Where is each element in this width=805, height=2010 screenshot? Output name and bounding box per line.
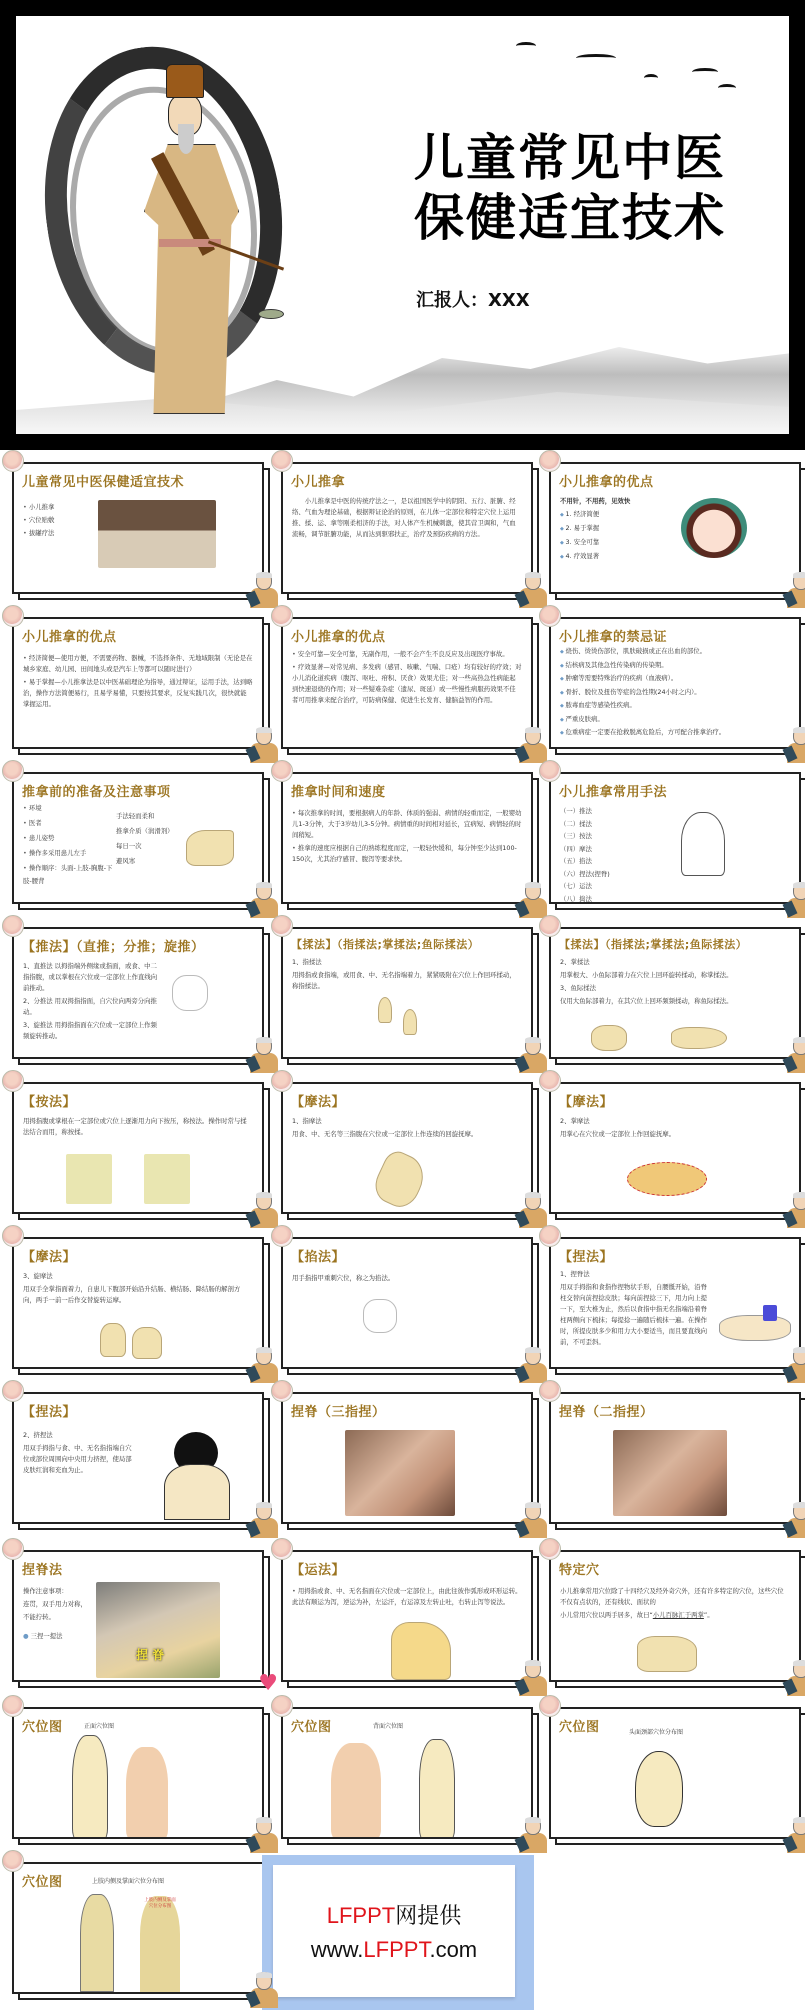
boy-front-acupoint-chart xyxy=(72,1735,108,1839)
list-item: ◆ 危重病症一定要在抢救脱离危险后，方可配合推拿治疗。 xyxy=(560,727,790,739)
palm-knead-illustration xyxy=(591,1025,627,1051)
list-item: ◆ 严重皮肤病。 xyxy=(560,714,790,726)
bullet-item: • 疗效显著—对常见病、多发病（感冒、咳嗽、气喘、口疮）均有较好的疗效；对小儿消化道疾病（腹泻、呕吐、疳积、厌食）效果尤佳；对一些高热急性病能起到快速退烧的作用；对一些疑难杂症（遗尿、斑延）或一些慢性病服药效果不佳者可用推拿来配合治疗，可防病保健、促进生长发育、健脑益智的作用。 xyxy=(292,662,522,706)
bullet-item: • 易于掌握—小儿推拿法是以中医基础理论为指导，通过辩证，运用手法，达到略治，操作方法简便易行，且易学易懂，只要按其要求，反复实践几次，很快就能掌握运用。 xyxy=(23,677,253,710)
three-finger-pinch-photo xyxy=(345,1430,455,1516)
child-back-illustration xyxy=(164,1464,230,1520)
bullet-item: • 每次推拿的时间，要根据病人的年龄、体质的强弱、病情的轻重而定，一般婴幼儿1-3分钟，大于3岁幼儿3-5分钟。病情重的时间相对延长，宜病短、病情轻的时间稍短。 xyxy=(292,808,522,841)
slide-title: 穴位图 xyxy=(291,1720,332,1735)
baby-icon xyxy=(539,1695,561,1717)
method-paragraph: 小儿推拿常用穴位除了十四经穴及经外奇穴外，还有许多特定的穴位，这些穴位不仅有点状的，还有线状、面状的 xyxy=(560,1587,784,1606)
sage-icon xyxy=(785,727,805,763)
hands-illustration xyxy=(763,1305,777,1321)
arm-acupoint-labeled-chart xyxy=(140,1896,180,1992)
dot-item: ● 三捏一提法 xyxy=(23,1632,63,1640)
slide-rub-2[interactable] xyxy=(549,1082,801,1214)
heart-icon: ♥ xyxy=(258,1671,278,1696)
provider-banner xyxy=(262,1855,534,2010)
ancient-doctor-illustration xyxy=(126,64,256,434)
technique-item: （八）捣法 xyxy=(560,894,592,903)
bullet-item: • 经济简便—使用方便，不需要药物、器械，不选择条件、无地域限制（无论是在城乡家庭、幼儿园、田间地头或是汽车上等都可以随时进行） xyxy=(23,653,253,675)
sage-icon xyxy=(248,1192,278,1228)
slide-title: 捏脊（二指捏） xyxy=(559,1405,654,1420)
bullet-item: • 环境 xyxy=(23,802,113,815)
hand-illustration xyxy=(637,1636,697,1672)
note-item: 每日一次 xyxy=(116,842,142,850)
slide-title: 推拿时间和速度 xyxy=(291,785,386,800)
sage-icon xyxy=(517,572,547,608)
method-paragraph: 1、直推法 以拇指端外侧缘或指面，或食、中二指指腹，或以掌根在穴位或一定部位上作直线向前推动。 xyxy=(23,962,158,992)
bullet-item: • 安全可靠—安全可靠，无副作用，一般不会产生不良反应及出现医疗事故。 xyxy=(292,649,522,660)
quote-link[interactable]: 小儿百脉汇于两掌 xyxy=(652,1611,704,1619)
hand-illustration xyxy=(186,830,234,866)
sage-icon xyxy=(248,727,278,763)
method-subtitle: 1、指摩法 xyxy=(292,1117,322,1125)
method-subtitle: 1、指揉法 xyxy=(292,958,322,966)
slide-preparation[interactable] xyxy=(12,772,264,904)
inset-label: 上肢内侧及掌面 xyxy=(144,1898,176,1903)
slide-title: 小儿推拿常用手法 xyxy=(559,785,668,800)
list-item: ◆ 骨折、脱位及扭伤等症的急性期(24小时之内）。 xyxy=(560,687,790,699)
baby-icon xyxy=(539,1380,561,1402)
slide-title: 【摩法】 xyxy=(559,1095,614,1110)
sage-icon xyxy=(785,1502,805,1538)
baby-icon xyxy=(539,760,561,782)
list-item: ◆ 2. 易于掌握 xyxy=(560,523,790,535)
sage-icon xyxy=(517,1192,547,1228)
slide-rub-1[interactable] xyxy=(281,1082,533,1214)
baby-icon xyxy=(539,605,561,627)
slide-push-method[interactable] xyxy=(12,927,264,1059)
sage-icon xyxy=(785,1817,805,1853)
baby-icon xyxy=(271,1538,293,1560)
list-item: ◆ 3. 安全可靠 xyxy=(560,537,790,549)
bird-icon xyxy=(692,68,718,76)
sage-icon xyxy=(248,1502,278,1538)
cover-title xyxy=(414,128,726,248)
note-line: 连贯，双手用力对称， xyxy=(23,1600,87,1608)
thenar-knead-illustration xyxy=(671,1027,727,1049)
nail-press-lineart xyxy=(363,1299,397,1333)
cover-title-line2: 保健适宜技术 xyxy=(414,189,726,247)
sage-icon xyxy=(517,727,547,763)
method-paragraph: 3、旋推法 用拇指指面在穴位或一定部位上作频频旋转推动。 xyxy=(23,1021,157,1040)
note-line: 操作注意事项： xyxy=(23,1587,68,1595)
slide-title: 推拿前的准备及注意事项 xyxy=(22,785,171,800)
baby-icon xyxy=(2,1850,24,1872)
girl-front-acupoint-chart xyxy=(126,1747,168,1839)
provider-card xyxy=(273,1865,515,1997)
baby-icon xyxy=(2,450,24,472)
provider-url[interactable]: www.LFPPT.com xyxy=(310,1937,478,1962)
bullet-item: • 推拿的速度应根据自己的熟练程度而定，一般轻快缓和，每分钟至少达到100-150次，尤其治疗感冒、腹泻等要求快。 xyxy=(292,843,522,865)
baby-icon xyxy=(271,760,293,782)
slide-press-method[interactable] xyxy=(12,1082,264,1214)
slide-overview[interactable] xyxy=(12,462,264,594)
head-acupoint-chart xyxy=(635,1751,683,1827)
chart-caption: 上肢内侧及掌面穴位分布图 xyxy=(92,1878,165,1885)
method-paragraph: 用食、中、无名等三指腹在穴位或一定部位上作连续的回旋抚摩。 xyxy=(292,1130,478,1138)
slide-squeeze[interactable] xyxy=(12,1392,264,1524)
sage-icon xyxy=(248,1037,278,1073)
bird-icon xyxy=(516,42,536,50)
bird-icon xyxy=(576,54,616,62)
slide-title: 捏脊法 xyxy=(22,1563,63,1578)
method-paragraph: 用双手全掌指面着力，自患儿下腹部开始沿升结肠、横结肠、降结肠的解剖方向，两手一前一后作交替旋转运摩。 xyxy=(23,1285,241,1304)
technique-item: （七）运法 xyxy=(560,882,592,890)
sage-icon xyxy=(785,882,805,918)
slide-transport-method[interactable] xyxy=(281,1550,533,1682)
bullet-item: • 穴位贴敷 xyxy=(23,515,253,526)
technique-item: （四）摩法 xyxy=(560,844,592,853)
right-hand-illustration xyxy=(132,1327,162,1359)
list-item: ◆ 脓毒血症等感染性疾病。 xyxy=(560,700,790,712)
slide-spine-two-finger[interactable] xyxy=(549,1392,801,1524)
sage-icon xyxy=(517,1037,547,1073)
slide-title: 【掐法】 xyxy=(291,1250,346,1265)
note-item: 手法轻而柔和 xyxy=(116,812,155,820)
slide-title: 小儿推拿 xyxy=(291,475,346,490)
sage-icon xyxy=(517,882,547,918)
finger-illustration xyxy=(403,1009,417,1035)
slide-advantages-list[interactable] xyxy=(549,462,801,594)
sage-icon xyxy=(517,1660,547,1696)
quote-line: 小儿常用穴位以两手居多，故曰“小儿百脉汇于两掌”。 xyxy=(560,1611,714,1619)
bird-icon xyxy=(718,84,736,92)
slide-time-speed[interactable] xyxy=(281,772,533,904)
note-item: 推拿介质（润滑剂） xyxy=(116,827,174,835)
slide-rub-3[interactable] xyxy=(12,1237,264,1369)
baby-icon xyxy=(539,1538,561,1560)
slide-pinch-nail[interactable] xyxy=(281,1237,533,1369)
palm-rub-illustration xyxy=(627,1162,707,1196)
child-lying-illustration xyxy=(719,1315,791,1341)
slide-spine-three-finger[interactable] xyxy=(281,1392,533,1524)
baby-icon xyxy=(539,450,561,472)
slide-pinch-spine[interactable] xyxy=(549,1237,801,1369)
slide-special-points[interactable] xyxy=(549,1550,801,1682)
baby-icon xyxy=(2,605,24,627)
boy-back-acupoint-chart xyxy=(419,1739,455,1839)
slide-spine-pinch-method[interactable] xyxy=(12,1550,278,1696)
sage-icon xyxy=(785,1347,805,1383)
method-paragraph: 用掌心在穴位或一定部位上作回旋抚摩。 xyxy=(560,1130,676,1138)
slide-title: 小儿推拿的优点 xyxy=(22,630,117,645)
baby-icon xyxy=(2,1225,24,1247)
method-paragraph: 用拇指或食指端，或用食、中、无名指端着力，紧紧吸附在穴位上作回环揉动，称指揉法。 xyxy=(292,971,516,990)
bullet-item: • 医者 xyxy=(23,817,113,830)
sage-icon xyxy=(785,1192,805,1228)
note-line: 不能拧转。 xyxy=(23,1613,55,1621)
finger-rub-illustration xyxy=(369,1147,431,1213)
bullet-item: • 操作多采用患儿左手 xyxy=(23,847,113,860)
finger-illustration xyxy=(378,997,392,1023)
baby-icon xyxy=(2,1070,24,1092)
method-subtitle: 3、旋摩法 xyxy=(23,1272,53,1280)
method-paragraph: 用掌根大、小鱼际部着力在穴位上回环旋转揉动，称掌揉法。 xyxy=(560,971,733,979)
chart-caption: 正面穴位图 xyxy=(84,1723,115,1730)
slide-title: 【按法】 xyxy=(22,1095,77,1110)
sage-icon xyxy=(248,882,278,918)
two-finger-pinch-photo xyxy=(613,1430,727,1516)
massage-scene-image xyxy=(98,500,216,568)
slide-common-techniques[interactable] xyxy=(549,772,801,904)
method-paragraph: 用双手拇指与食、中、无名指指端自穴位或部位周围向中央用力挤捏，使局部皮肤红润和充血为止。 xyxy=(23,1444,132,1474)
slide-contraindications[interactable] xyxy=(549,617,801,749)
girl-back-acupoint-chart xyxy=(331,1743,381,1839)
slide-title: 穴位图 xyxy=(22,1720,63,1735)
baby-icon xyxy=(271,915,293,937)
reporter-label: 汇报人：XXX xyxy=(416,290,530,311)
sage-icon xyxy=(248,1347,278,1383)
method-paragraph: 用双手拇指和食指作捏物状手形，自腰骶开始，沿脊柱交替向前捏捻皮肤；每向前捏捻三下，用力向上提一下，至大椎为止，然后以食指中指无名指端沿着脊柱两侧向下梳抹；每提捻一遍随后梳抹一遍。在操作时，所提皮肤多少和用力大小要适当，而且要直线向前，不可歪斜。 xyxy=(560,1283,707,1346)
cover-canvas xyxy=(16,16,789,434)
method-subtitle: 2、挤捏法 xyxy=(23,1431,53,1439)
bullet-item: • 患儿姿势 xyxy=(23,832,113,845)
list-item: ◆ 烧伤、烫烫伤部位，肌肤破损或正在出血的部位。 xyxy=(560,646,790,658)
bullet-item: • 操作顺序：头面-上肢-胸腹-下肢-腰背 xyxy=(23,862,113,888)
bullet-item: • 拔罐疗法 xyxy=(23,528,253,539)
push-method-lineart xyxy=(172,975,208,1011)
baby-icon xyxy=(271,1070,293,1092)
slide-advantages-1[interactable] xyxy=(12,617,264,749)
slide-title: 小儿推拿的禁忌证 xyxy=(559,630,668,645)
slide-title: 【摩法】 xyxy=(291,1095,346,1110)
baby-icon xyxy=(2,760,24,782)
slide-title: 【运法】 xyxy=(291,1563,346,1578)
slide-kneading-1[interactable] xyxy=(281,927,533,1059)
slide-title: 特定穴 xyxy=(559,1563,600,1578)
method-subtitle: 3、鱼际揉法 xyxy=(560,984,597,992)
slide-advantages-2[interactable] xyxy=(281,617,533,749)
slide-title: 【捏法】 xyxy=(559,1250,614,1265)
technique-item: （六）捏法(捏脊) xyxy=(560,869,610,878)
neck-massage-lineart xyxy=(681,812,725,876)
bullet-item: • 用拇指或食、中、无名指面在穴位或一定部位上，由此往彼作弧形或环形运转。此法有顺运为泻，逆运为补，左运汗，右运凉及左转止吐，右转止泻等说法。 xyxy=(292,1586,522,1608)
slide-title: 小儿推拿的优点 xyxy=(291,630,386,645)
photo-caption: 捏 脊 xyxy=(136,1648,165,1662)
technique-item: （五）掐法 xyxy=(560,857,592,865)
sage-icon xyxy=(517,1817,547,1853)
baby-icon xyxy=(271,1225,293,1247)
baby-icon xyxy=(2,1538,24,1560)
slide-title: 【推法】（直推；分推；旋推） xyxy=(22,940,205,955)
slide-paragraph: 小儿推拿是中医的传统疗法之一，是以祖国医学中的阴阳、五行、脏腑、经络、气血为理论基础，根据辩证论治的原则，在儿体一定部位和特定穴位上运用推、揉、运、拿等刚柔相济的手法，对人体产生机械刺激，使其营卫调和，气血流畅，调节脏腑功能，从而达到驱邪扶正，治疗及预防疾病的方法。 xyxy=(292,497,516,538)
bird-icon xyxy=(644,74,658,82)
method-paragraph: 用手指指甲重刺穴位，称之为掐法。 xyxy=(292,1274,395,1282)
slide-title: 穴位图 xyxy=(22,1875,63,1890)
baby-icon xyxy=(2,1380,24,1402)
slide-title: 捏脊（三指捏） xyxy=(291,1405,386,1420)
slide-lead-text: 不用针，不用药，见效快 xyxy=(560,497,631,505)
bullet-item: • 小儿推拿 xyxy=(23,502,253,513)
slide-title: 小儿推拿的优点 xyxy=(559,475,654,490)
baby-icon xyxy=(539,1225,561,1247)
baby-icon xyxy=(271,605,293,627)
sage-icon xyxy=(785,1660,805,1696)
slide-acupoint-arm[interactable] xyxy=(12,1862,264,1994)
baby-icon xyxy=(539,915,561,937)
slide-title: 【揉法】（指揉法;掌揉法;鱼际揉法） xyxy=(559,938,748,951)
method-paragraph: 2、分推法 用双拇指指面，自穴位向两旁分向推动。 xyxy=(23,997,157,1016)
baby-icon xyxy=(271,1380,293,1402)
method-subtitle: 2、掌揉法 xyxy=(560,958,590,966)
cover-slide xyxy=(0,0,805,450)
slide-acupoint-head[interactable] xyxy=(549,1707,801,1839)
palm-press-illustration xyxy=(144,1154,190,1204)
slide-title: 【捏法】 xyxy=(22,1405,77,1420)
method-subtitle: 1、捏脊法 xyxy=(560,1270,590,1278)
cover-title-line1: 儿童常见中医 xyxy=(414,129,726,187)
technique-item: （三）按法 xyxy=(560,832,592,840)
baby-icon xyxy=(2,915,24,937)
baby-icon xyxy=(271,450,293,472)
sage-icon xyxy=(248,1817,278,1853)
method-paragraph: 用拇指腹或掌根在一定部位或穴位上逐渐用力向下按压，称按法。操作时常与揉法结合而用，称按揉。 xyxy=(23,1117,247,1136)
chart-caption: 背面穴位图 xyxy=(373,1723,404,1730)
slide-title: 穴位图 xyxy=(559,1720,600,1735)
list-item: ◆ 结核病及其他急性传染病的传染期。 xyxy=(560,660,790,672)
sage-icon xyxy=(248,1972,278,2008)
method-paragraph: 仅用大鱼际部着力，在其穴位上回环频频揉动，称鱼际揉法。 xyxy=(560,997,733,1005)
slide-acupoint-back[interactable] xyxy=(281,1707,533,1839)
thumb-transport-illustration xyxy=(391,1622,451,1680)
baby-icon xyxy=(271,1695,293,1717)
sage-icon xyxy=(517,1347,547,1383)
list-item: ◆ 肿瘤等需要特殊治疗的疾病（血液病）。 xyxy=(560,673,790,685)
slide-title: 【摩法】 xyxy=(22,1250,77,1265)
spine-pinch-photo xyxy=(96,1582,220,1678)
slide-kneading-2[interactable] xyxy=(549,927,801,1059)
left-hand-illustration xyxy=(100,1323,126,1357)
slide-title: 儿童常见中医保健适宜技术 xyxy=(22,475,185,490)
provider-line1: LFPPT网提供 xyxy=(326,1903,462,1928)
list-item: ◆ 1. 经济简便 xyxy=(560,509,790,521)
sage-icon xyxy=(785,572,805,608)
slide-acupoint-front[interactable] xyxy=(12,1707,264,1839)
list-item: ◆ 4. 疗效显著 xyxy=(560,551,790,563)
technique-item: （一）推法 xyxy=(560,807,592,815)
chart-caption: 头面颈部穴位分布图 xyxy=(629,1729,684,1736)
baby-face-image xyxy=(681,498,747,558)
sage-icon xyxy=(517,1502,547,1538)
slide-title: 【揉法】（指揉法;掌揉法;鱼际揉法） xyxy=(291,938,480,951)
method-subtitle: 2、掌摩法 xyxy=(560,1117,590,1125)
technique-item: （二）揉法 xyxy=(560,819,592,828)
sage-icon xyxy=(785,1037,805,1073)
slide-tuina-intro[interactable] xyxy=(281,462,533,594)
finger-press-illustration xyxy=(66,1154,112,1204)
baby-icon xyxy=(2,1695,24,1717)
arm-acupoint-chart xyxy=(80,1894,114,1992)
inset-label: 穴位分布图 xyxy=(148,1904,172,1909)
sage-icon xyxy=(248,572,278,608)
note-item: 避风寒 xyxy=(116,857,136,865)
baby-icon xyxy=(539,1070,561,1092)
